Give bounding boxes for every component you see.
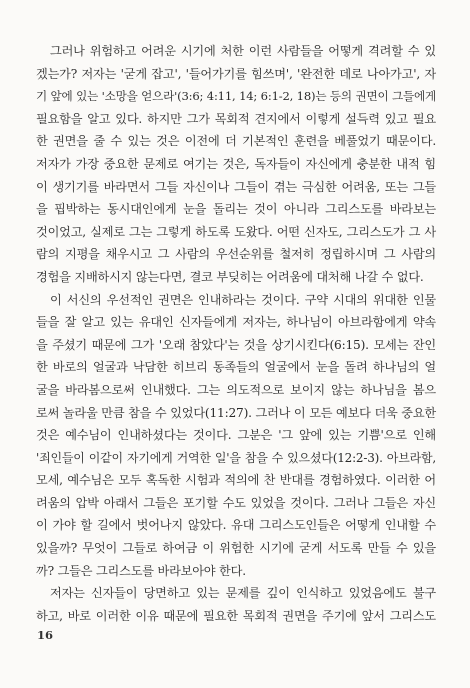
page-number: 16 bbox=[37, 628, 54, 642]
text-line: 을 핍박하는 동시대인에게 눈을 돌리는 것이 아니라 그리스도를 바라보는 bbox=[36, 202, 436, 217]
text-line: 로써 놀라울 만큼 참을 수 있었다(11:27). 그러나 이 모든 예보다 더욱 중요한 bbox=[36, 405, 436, 420]
text-line: 기 앞에 있는 '소망을 얻으라'(3:6; 4:11, 14; 6:1-2, 18)는 등의 권면이 그들에게 bbox=[36, 89, 436, 104]
text-line: 한 바로의 얼굴과 낙담한 히브리 동족들의 얼굴에서 눈을 돌려 하나님의 얼 bbox=[36, 360, 436, 375]
text-line: 것은 예수님이 인내하셨다는 것이다. 그분은 '그 앞에 있는 기쁨'으로 인해 bbox=[36, 428, 436, 443]
paragraph-1 bbox=[36, 40, 436, 289]
text-line: 겠는가? 저자는 '굳게 잡고', '들어가기를 힘쓰며', '완전한 데로 나아가고', 자 bbox=[36, 66, 436, 81]
text-line: 한 권면을 줄 수 있는 것은 이전에 더 기본적인 훈련을 베풀었기 때문이다. bbox=[36, 134, 436, 149]
text-line: 저자는 신자들이 당면하고 있는 문제를 깊이 인식하고 있었음에도 불구 bbox=[50, 586, 436, 601]
text-line: 경험을 지배하시지 않는다면, 결코 부딪히는 어려움에 대처해 나갈 수 없다. bbox=[36, 269, 424, 284]
text-line: 이 서신의 우선적인 권면은 인내하라는 것이다. 구약 시대의 위대한 인물 bbox=[50, 292, 436, 307]
text-line: 들을 잘 알고 있는 유대인 신자들에게 저자는, 하나님이 아브라함에게 약속 bbox=[36, 315, 436, 330]
text-line: 이 생기기를 바라면서 그들 자신이나 그들이 겪는 극심한 어려움, 또는 그들 bbox=[36, 179, 436, 194]
text-line: 모세, 예수님은 모두 혹독한 시험과 적의에 찬 반대를 경험하였다. 이러한 어 bbox=[36, 473, 436, 488]
text-line: 필요함을 알고 있다. 하지만 그가 목회적 견지에서 이렇게 설득력 있고 필요 bbox=[36, 111, 436, 126]
text-line: 람의 지평을 채우시고 그 사람의 우선순위를 철저히 정립하시며 그 사람의 bbox=[36, 247, 436, 262]
text-line: 하고, 바로 이러한 이유 때문에 필요한 목회적 권면을 주기에 앞서 그리스도 bbox=[36, 608, 436, 623]
text-line: 려움의 압박 아래서 그들은 포기할 수도 있었을 것이다. 그러나 그들은 자신 bbox=[36, 495, 436, 510]
text-line: 을 주셨기 때문에 그가 '오래 참았다'는 것을 상기시킨다(6:15). 모세는 잔인 bbox=[36, 337, 436, 352]
paragraph-3 bbox=[36, 582, 436, 627]
text-line: 저자가 가장 중요한 문제로 여기는 것은, 독자들이 자신에게 충분한 내적 힘 bbox=[36, 156, 436, 171]
paragraph-2 bbox=[36, 289, 436, 583]
text-line: 굴을 바라봄으로써 인내했다. 그는 의도적으로 보이지 않는 하나님을 봄으 bbox=[36, 382, 436, 397]
text-line: '죄인들이 이같이 자기에게 거역한 일'을 참을 수 있으셨다(12:2-3). 아브라함, bbox=[36, 450, 436, 465]
page-body bbox=[36, 40, 436, 627]
text-line: 이 가야 할 길에서 벗어나지 않았다. 유대 그리스도인들은 어떻게 인내할 수 bbox=[36, 518, 436, 533]
text-line: 있을까? 무엇이 그들로 하여금 이 위험한 시기에 굳게 서도록 만들 수 있을 bbox=[36, 541, 436, 556]
text-line: 그러나 위험하고 어려운 시기에 처한 이런 사람들을 어떻게 격려할 수 있 bbox=[50, 44, 436, 58]
text-line: 까? 그들은 그리스도를 바라보아야 한다. bbox=[36, 563, 246, 578]
text-line: 것이었고, 실제로 그는 그렇게 하도록 도왔다. 어떤 신자도, 그리스도가 그 사 bbox=[36, 224, 436, 239]
